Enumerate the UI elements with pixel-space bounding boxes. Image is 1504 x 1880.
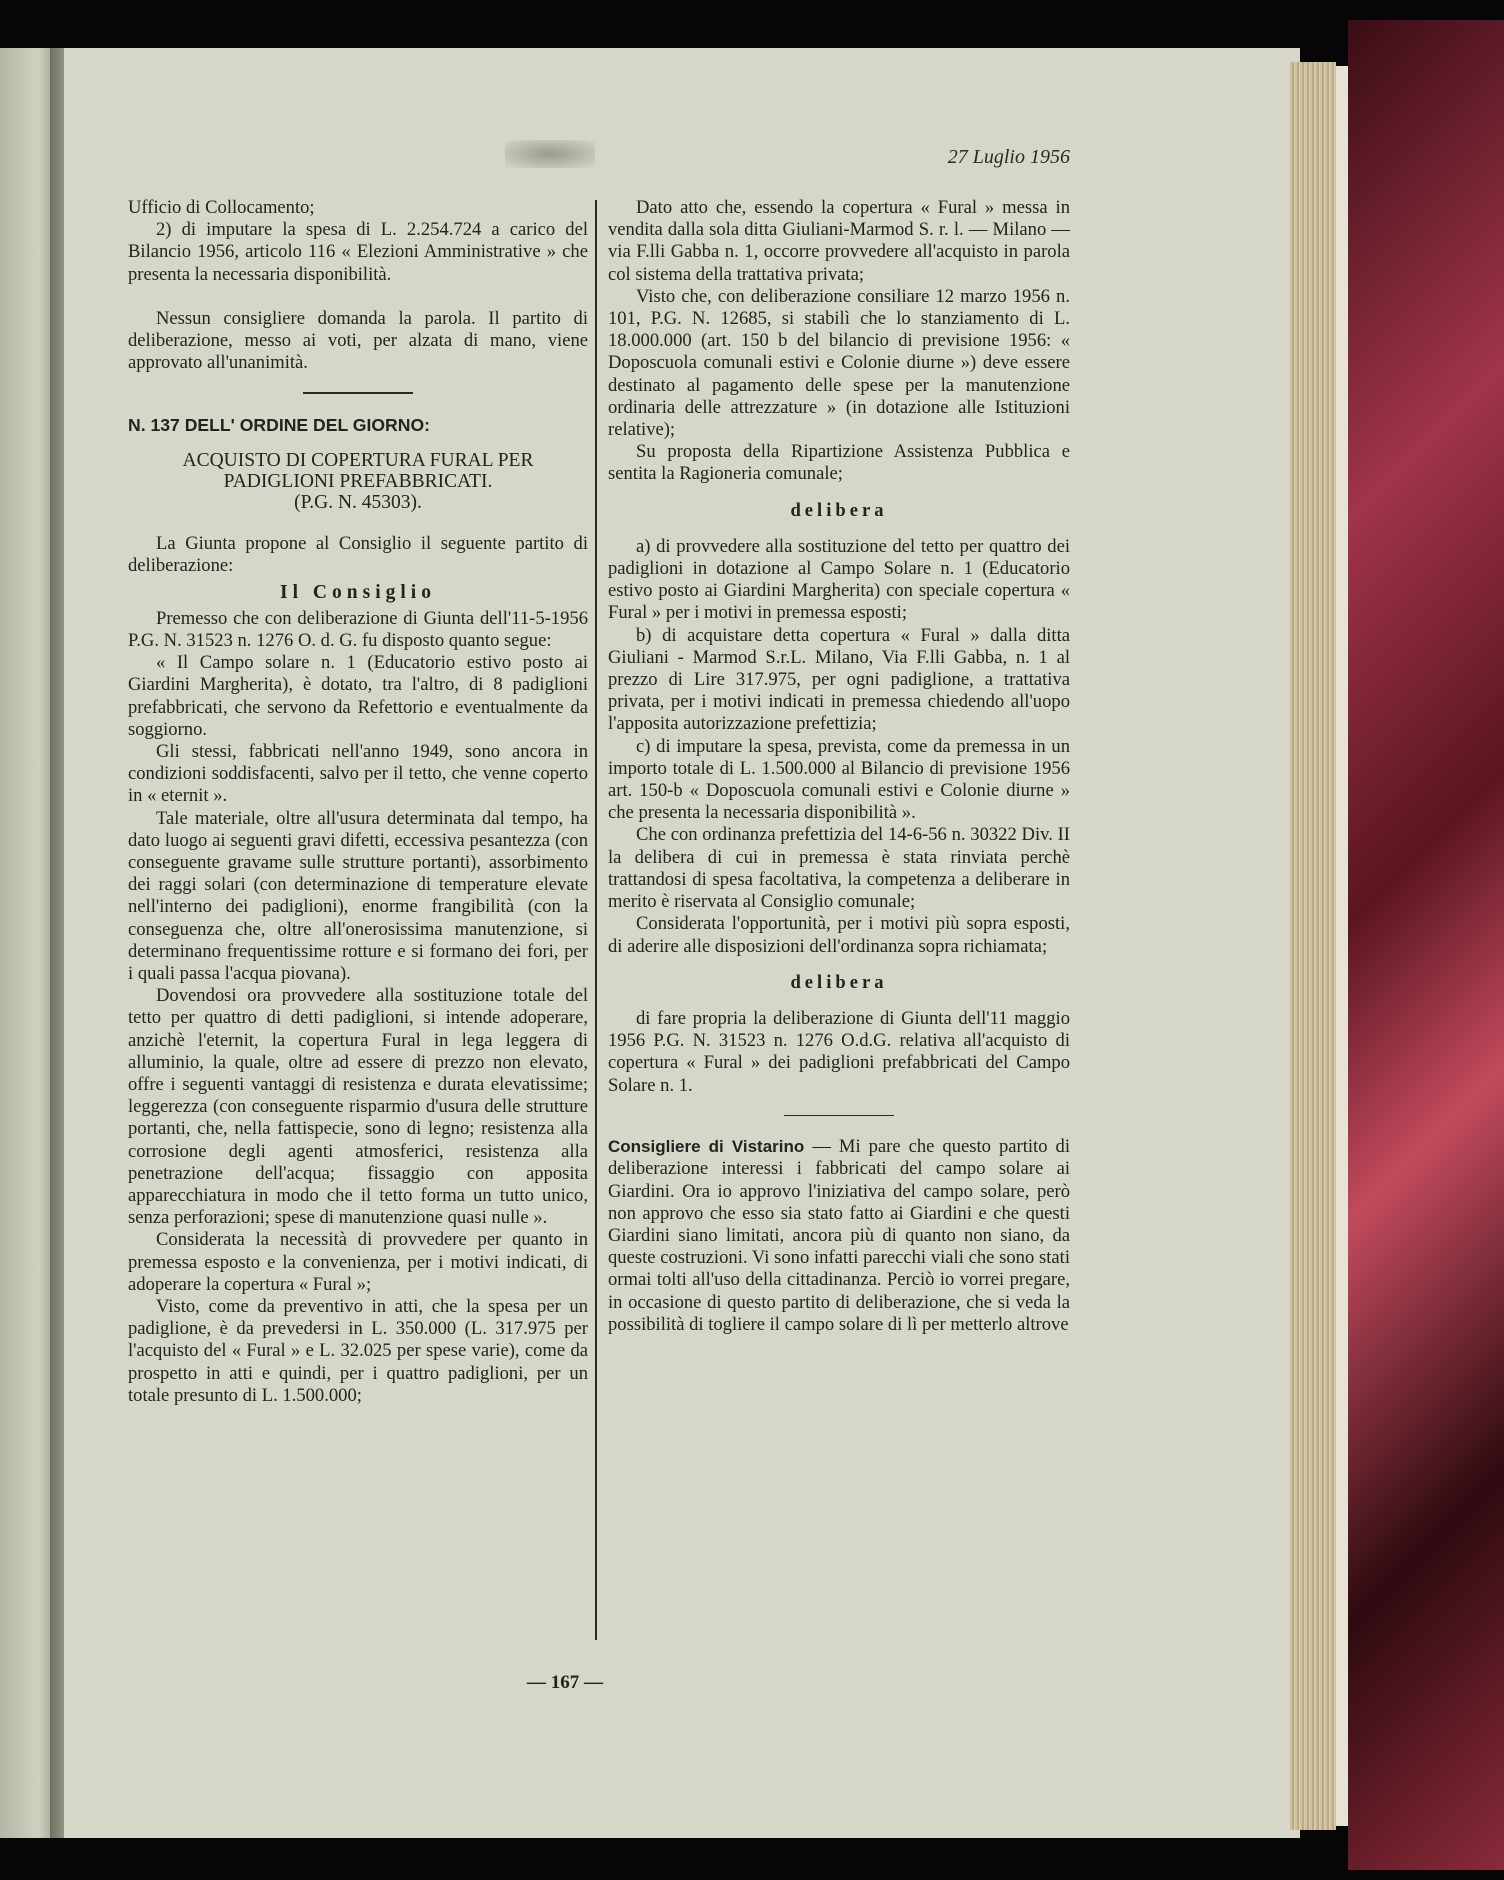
paragraph: Premesso che con deliberazione di Giunta dell'11-5-1956 P.G. N. 31523 n. 1276 O. d. G. fu disposto quanto segue: <box>128 607 588 651</box>
section-rule <box>303 392 413 394</box>
paragraph: Tale materiale, oltre all'usura determinata dal tempo, ha dato luogo ai seguenti gravi difetti, eccessiva pesantezza (con conseguente gravame sulle strutture portanti), assorbimento dei raggi solari (con determinazione di temperature elevate nell'interno dei padiglioni), enorme frangibilità (con la conseguenza che, oltre all'onerosissima manutenzione, si determinano frequentissime rotture e si formano dei fori, per i quali passa l'acqua piovana). <box>128 807 588 984</box>
page-stain <box>505 140 595 168</box>
paragraph: Visto, come da preventivo in atti, che la spesa per un padiglione, è da prevedersi in L. 350.000 (L. 317.975 per l'acquisto del « Fural » e L. 32.025 per spese varie), come da prospetto in atti e quindi, per i quattro padiglioni, per un totale presunto di L. 1.500.000; <box>128 1296 588 1406</box>
page-stack-edge <box>1290 62 1336 1830</box>
resolution-item: c) di imputare la spesa, prevista, come da premessa in un importo totale di L. 1.500.000 al Bilancio di previsione 1956 art. 150-b « Doposcuola comunali estivi e Colonie diurne » che presenta la necessaria disponibilità ». <box>608 735 1070 824</box>
paragraph: Visto che, con deliberazione consiliare 12 marzo 1956 n. 101, P.G. N. 12685, si stabilì che lo stanziamento di L. 18.000.000 (art. 150 b del bilancio di previsione 1956: « Doposcuola comunali estivi e Colonie diurne ») deve essere destinato al pagamento delle spese per la manutenzione ordinaria delle attrezzature » (in dotazione alle Istituzioni relative); <box>608 285 1070 441</box>
marbled-cover <box>1348 20 1504 1870</box>
paragraph: Gli stessi, fabbricati nell'anno 1949, sono ancora in condizioni soddisfacenti, salvo per il tetto, che venne coperto in « eternit ». <box>128 740 588 807</box>
delibera-label: delibera <box>790 971 888 993</box>
paragraph: Considerata l'opportunità, per i motivi più sopra esposti, di aderire alle disposizioni dell'ordinanza sopra richiamata; <box>608 913 1070 957</box>
final-resolution: di fare propria la deliberazione di Giunta dell'11 maggio 1956 P.G. N. 31523 n. 1276 O.d.G. relativa all'acquisto di copertura « Fural » dei padiglioni prefabbricati del Campo Solare n. 1. <box>608 1007 1070 1096</box>
left-column <box>128 197 588 1407</box>
speaker-name: Consigliere di Vistarino <box>608 1137 805 1157</box>
item-heading <box>128 450 588 513</box>
binding-board <box>1336 66 1348 1826</box>
heading-line: PADIGLIONI PREFABBRICATI. <box>223 471 493 493</box>
paragraph: Ufficio di Collocamento; <box>128 197 315 218</box>
paragraph: Che con ordinanza prefettizia del 14-6-56 n. 30322 Div. II la delibera di cui in premessa è stata rinviata perchè trattandosi di spesa facoltativa, la competenza a deliberare in merito è riservata al Consiglio comunale; <box>608 824 1070 913</box>
speech-text: — Mi pare che questo partito di deliberazione interessi i fabbricati del campo solare ai Giardini. Ora io approvo l'iniziativa del campo solare, però non approvo che esso sia stato fatto ai Giardini e che questi Giardini siano limitati, ancora più di quanto non siano, da queste costruzioni. Vi sono infatti parecchi viali che sono stati ormai tolti all'uso della cittadinanza. Perciò io vorrei pregare, in occasione di questo partito di deliberazione, che si veda la possibilità di togliere il campo solare di lì per metterlo altrove <box>608 1136 1070 1335</box>
council-label: Il Consiglio <box>280 581 436 603</box>
paragraph: Dovendosi ora provvedere alla sostituzione totale del tetto per quattro di detti padiglioni, si intende adoperare, anzichè l'eternit, la copertura Fural in lega leggera di alluminio, la quale, oltre ad essere di prezzo non elevato, offre i seguenti vantaggi di resistenza e durata elevatissime; leggerezza (con conseguente risparmio d'usura delle strutture portanti, che, nella fattispecie, sono di legno; resistenza alla corrosione degli agenti atmosferici, resistenza alla penetrazione dell'acqua; fissaggio con apposita apparecchiatura in modo che il tetto forma un tutto unico, senza perforazioni; spese di manutenzione quasi nulle ». <box>128 985 588 1229</box>
paragraph: Dato atto che, essendo la copertura « Fural » messa in vendita dalla sola ditta Giuliani-Marmod S. r. l. — Milano — via F.lli Gabba n. 1, occorre provvedere all'acquisto in parola col sistema della trattativa privata; <box>608 197 1070 285</box>
item-title: N. 137 DELL' ORDINE DEL GIORNO: <box>128 414 431 435</box>
vote-paragraph: Nessun consigliere domanda la parola. Il partito di deliberazione, messo ai voti, per alzata di mano, viene approvato all'unanimità. <box>128 307 588 374</box>
intro-paragraph: La Giunta propone al Consiglio il seguente partito di deliberazione: <box>128 533 588 577</box>
paragraph: Su proposta della Ripartizione Assistenza Pubblica e sentita la Ragioneria comunale; <box>608 441 1070 485</box>
section-rule <box>784 1115 894 1117</box>
delibera-label: delibera <box>790 499 888 521</box>
right-column <box>608 197 1070 1336</box>
paragraph: Considerata la necessità di provvedere per quanto in premessa esposto e la convenienza, per i motivi indicati, di adoperare la copertura « Fural »; <box>128 1229 588 1295</box>
heading-line: (P.G. N. 45303). <box>294 492 422 514</box>
column-divider <box>595 200 597 1640</box>
page-number: — 167 — <box>527 1672 603 1693</box>
paragraph: 2) di imputare la spesa di L. 2.254.724 a carico del Bilancio 1956, articolo 116 « Elezioni Amministrative » che presenta la necessaria disponibilità. <box>128 219 588 285</box>
resolution-item: a) di provvedere alla sostituzione del tetto per quattro dei padiglioni in dotazione al Campo Solare n. 1 (Educatorio estivo posto ai Giardini Margherita) con speciale copertura « Fural » per i motivi in premessa esposti; <box>608 535 1070 624</box>
resolution-item: b) di acquistare detta copertura « Fural » dalla ditta Giuliani - Marmod S.r.L. Milano, Via F.lli Gabba, n. 1 al prezzo di Lire 317.975, per ogni padiglione, a trattativa privata, per i motivi indicati in premessa chiedendo all'uopo l'apposita autorizzazione prefettizia; <box>608 624 1070 735</box>
header-date: 27 Luglio 1956 <box>947 146 1070 168</box>
paragraph: « Il Campo solare n. 1 (Educatorio estivo posto ai Giardini Margherita), è dotato, tra l'altro, di 8 padiglioni prefabbricati, che servono da Refettorio e eventualmente da soggiorno. <box>128 652 588 740</box>
heading-line: ACQUISTO DI COPERTURA FURAL PER <box>182 450 534 472</box>
speech-paragraph <box>608 1136 1070 1336</box>
